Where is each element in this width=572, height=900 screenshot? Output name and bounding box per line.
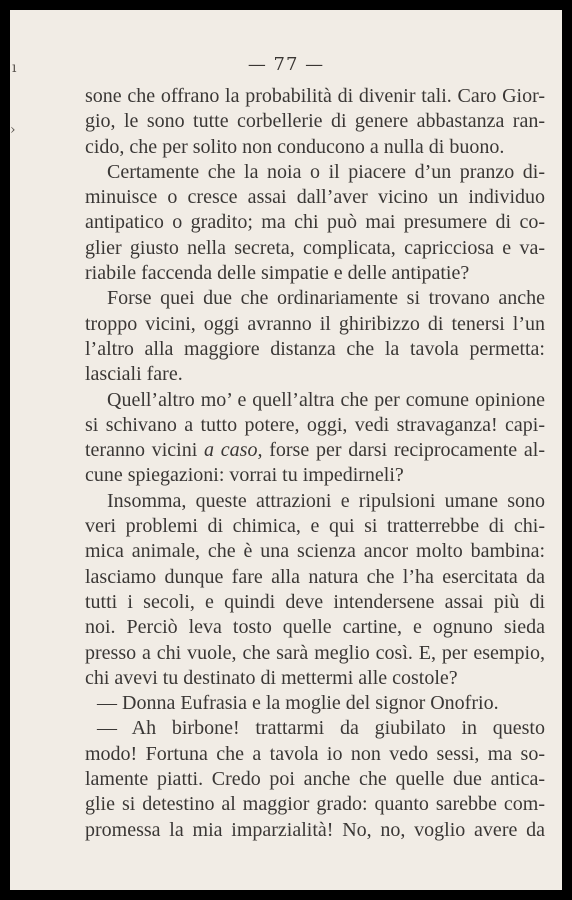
text-line: minuisce o cresce assai dall’aver vicino un individuo [85, 186, 545, 209]
text-line: veri problemi di chimica, e qui si tratterrebbe di chi- [85, 515, 545, 538]
text-line: chi avevi tu destinato di mettermi alle costole? [85, 666, 458, 689]
italic-phrase: a caso, [204, 439, 263, 462]
text-line: antipatico o gradito; ma chi può mai presumere di co- [85, 211, 545, 234]
text-line: Forse quei due che ordinariamente si trovano anche [107, 287, 545, 310]
text-line: presso a chi vuole, che sarà meglio così. E, per esempio, [85, 641, 545, 664]
text-line: — Ah birbone! trattarmi da giubilato in questo [97, 717, 545, 740]
text-line: Insomma, queste attrazioni e ripulsioni umane sono [107, 489, 545, 512]
text-line: promessa la mia imparzialità! No, no, voglio avere da [85, 818, 545, 841]
text-line: lasciamo dunque fare alla natura che l’ha esercitata da [85, 565, 545, 588]
text-line: cido, che per solito non conducono a nulla di buono. [85, 135, 505, 158]
text-line: gio, le sono tutte corbellerie di genere abbastanza ran- [85, 110, 545, 133]
page-number: — 77 — [247, 54, 325, 75]
text-line: troppo vicini, oggi avranno il ghiribizzo di tenersi l’un [85, 312, 545, 335]
text-line-mixed [85, 438, 545, 463]
text-line: modo! Fortuna che a tavola io non vedo sessi, ma so- [85, 742, 545, 765]
text-line: glier giusto nella secreta, complicata, capricciosa e va- [85, 236, 545, 259]
text-line: Certamente che la noia o il piacere d’un pranzo di- [107, 160, 545, 183]
margin-mark-top: ı [12, 60, 17, 76]
text-line: Quell’altro mo’ e quell’altra che per comune opinione [107, 388, 545, 411]
text-line: si schivano a tutto potere, oggi, vedi stravaganza! capi- [85, 413, 545, 436]
book-page [10, 10, 562, 890]
text-line: glie si detestino al maggior grado: quanto sarebbe com- [85, 793, 545, 816]
text-line: tutti i secoli, e quindi deve intendersene assai più di [85, 590, 545, 613]
text-line: lasciali fare. [85, 363, 183, 386]
text-line: l’altro alla maggiore distanza che la tavola permetta: [85, 337, 545, 360]
text-line: sone che offrano la probabilità di divenir tali. Caro Gior- [85, 85, 545, 107]
text-line: mica animale, che è una scienza ancor molto bambina: [85, 540, 545, 563]
text-fragment: forse per darsi reciprocamente al- [269, 439, 545, 462]
text-fragment: teranno vicini [85, 439, 198, 462]
text-line: — Donna Eufrasia e la moglie del signor Onofrio. [97, 692, 499, 715]
text-line: noi. Perciò leva tosto quelle cartine, e ognuno sieda [85, 616, 545, 639]
text-line: lamente piatti. Credo poi anche che quelle due antica- [85, 768, 545, 791]
text-line: riabile faccenda delle simpatie e delle antipatie? [85, 262, 470, 285]
text-line: cune spiegazioni: vorrai tu impedirneli? [85, 464, 404, 487]
body-text [85, 84, 545, 843]
margin-mark-middle: › [10, 122, 16, 138]
